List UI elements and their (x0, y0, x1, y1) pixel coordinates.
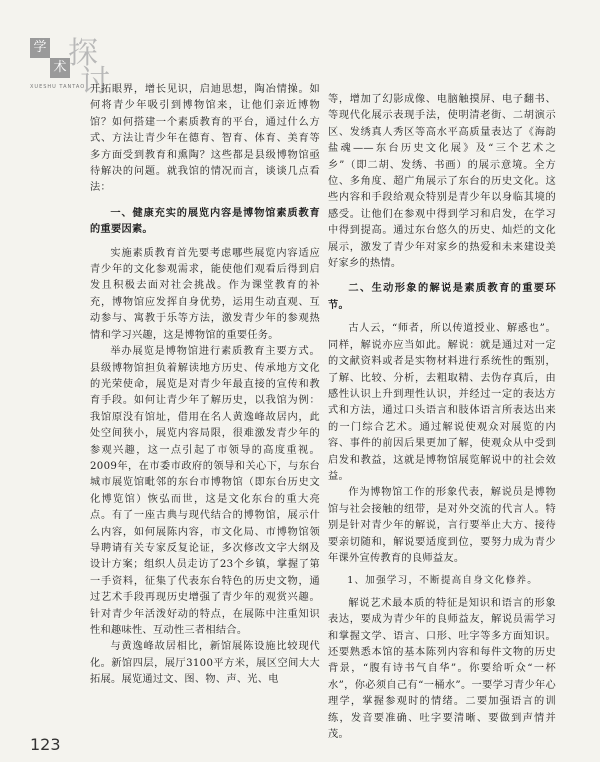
section-heading-1: 一、健康充实的展览内容是博物馆素质教育的重要因素。 (90, 206, 320, 236)
logo-char-tao: 讨 (80, 64, 110, 99)
logo-pinyin: XUESHU TANTAO (30, 84, 86, 90)
logo-char-tan: 探 (68, 36, 98, 71)
paragraph: 作为博物馆工作的形象代表，解说员是博物馆与社会接触的纽带，是对外交流的代言人。特别是针对青少年的解说，言行要举止大方、接待要亲切随和，解说要适度到位，要努力成为青少年课外宣传教育的良师益友。 (328, 487, 556, 564)
paragraph: 开拓眼界，增长见识，启迪思想，陶冶情操。如何将青少年吸引到博物馆来，让他们亲近博物馆？如何搭建一个素质教育的平台，通过什么方式、方法让青少年在德育、智育、体育、美育等多方面受到教育和熏陶？这些都是县级博物馆亟待解决的问题。就我馆的情况而言，谈谈几点看法： (90, 84, 320, 194)
logo-char-shu: 术 (50, 58, 70, 78)
right-column (328, 92, 556, 743)
paragraph: 与黄逸峰故居相比，新馆展陈设施比较现代化。新馆四层，展厅3100平方米，展区空间大大拓展。展览通过文、图、物、声、光、电 (90, 641, 320, 686)
paragraph: 等，增加了幻影成像、电脑触摸屏、电子翻书、等现代化展示表现手法，使明清老街、二胡演示区、发绣真人秀区等高水平高质量表达了《海韵盐魂——东台历史文化展》及“三个艺术之乡”（即二胡、发绣、书画）的展示意境。全方位、多角度、超广角展示了东台的历史文化。这些内容和手段给观众特别是青少年以身临其境的感受。让他们在参观中得到学习和启发，在学习中得到提高。通过东台悠久的历史、灿烂的文化展示，激发了青少年对家乡的热爱和未来建设美好家乡的热情。 (328, 94, 556, 270)
section-heading-2: 二、生动形象的解说是素质教育的重要环节。 (328, 282, 556, 311)
paragraph: 实施素质教育首先要考虑哪些展览内容适应青少年的文化参观需求，能使他们观看后得到启发且积极去面对社会挑战。作为课堂教育的补充，博物馆应发挥自身优势，运用生动直观、互动参与、寓教于乐等方法，激发青少年的参观热情和学习兴趣，这是博物馆的重要任务。 (90, 247, 320, 341)
paragraph: 解说艺术最本质的特征是知识和语言的形象表达，要成为青少年的良师益友，解说员需学习和掌握文学、语言、口形、吐字等多方面知识。还要熟悉本馆的基本陈列内容和每件文物的历史背景，“腹有诗书气自华”。你要给听众“一杯水”，你必须自己有“一桶水”。一要学习青少年心理学，掌握参观时的情绪。二要加强语言的训练，发音要准确、吐字要清晰、要做到声情并茂。 (328, 597, 556, 741)
paragraph: 举办展览是博物馆进行素质教育主要方式。县级博物馆担负着解读地方历史、传承地方文化的光荣使命，展览是对青少年最直接的宣传和教育手段。如何让青少年了解历史，以我馆为例：我馆原没有馆址，借用在名人黄逸峰故居内，此处空间狭小，展览内容局限，很难激发青少年的参观兴趣，这一点引起了市领导的高度重视。2009年，在市委市政府的领导和关心下，与东台城市展览馆毗邻的东台市博物馆（即东台历史文化博览馆）恢弘而世，这是文化东台的重大亮点。有了一座古典与现代结合的博物馆，展示什么内容，如何展陈内容，市文化局、市博物馆领导聘请有关专家反复论证，多次修改文字大纲及设计方案；组织人员走访了23个乡镇，掌握了第一手资料，征集了代表东台特色的历史文物，通过艺术手段再现历史增强了青少年的观赏兴趣。针对青少年活泼好动的特点，在展陈中注重知识性和趣味性、互动性三者相结合。 (90, 346, 320, 636)
left-column (90, 82, 320, 689)
paragraph: 古人云，“师者，所以传道授业、解惑也”。同样，解说亦应当如此。解说：就是通过对一定的文献资料或者是实物材料进行系统性的甄别，了解、比较、分析，去粗取精、去伪存真后，由感性认识上升到理性认识，并经过一定的表达方式和方法，通过口头语言和肢体语言所表达出来的一门综合艺术。通过解说使观众对展览的内容、事件的前因后果更加了解，使观众从中受到启发和教益，这就是博物馆展览解说中的社会效益。 (328, 323, 556, 482)
page-number: 123 (30, 735, 61, 754)
subheading-1: 1、加强学习，不断提高自身文化修养。 (347, 575, 538, 587)
logo-char-xue: 学 (30, 38, 50, 58)
